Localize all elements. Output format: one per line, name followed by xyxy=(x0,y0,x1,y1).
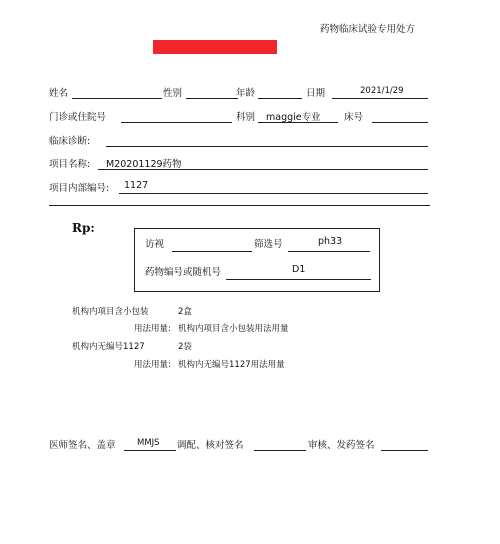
name-label: 姓名 xyxy=(49,88,69,99)
date-value: 2021/1/29 xyxy=(360,86,404,96)
rp-label: Rp: xyxy=(72,221,95,235)
date-label: 日期 xyxy=(306,88,326,99)
medication-qty: 2袋 xyxy=(178,342,192,352)
diagnosis-field-line[interactable] xyxy=(106,146,428,147)
medication-name: 机构内无编号1127 xyxy=(72,342,145,352)
gender-field-line[interactable] xyxy=(186,98,238,99)
department-value: maggie专业 xyxy=(266,112,321,123)
usage-label: 用法用量: xyxy=(134,360,171,370)
redacted-hospital-name xyxy=(153,40,277,54)
medication-name: 机构内项目含小包装 xyxy=(72,307,149,317)
dispense-signature-line[interactable] xyxy=(254,450,306,451)
date-field-line[interactable] xyxy=(332,98,428,99)
bed-field-line[interactable] xyxy=(372,122,428,123)
drug-number-label: 药物编号或随机号 xyxy=(145,267,222,278)
age-field-line[interactable] xyxy=(258,98,302,99)
form-title: 药物临床试验专用处方 xyxy=(320,24,416,35)
usage-value: 机构内无编号1127用法用量 xyxy=(178,360,285,370)
medication-qty: 2盒 xyxy=(178,307,192,317)
bed-label: 床号 xyxy=(344,112,364,123)
screening-field-line[interactable] xyxy=(288,251,370,252)
visit-label: 访视 xyxy=(145,239,165,250)
diagnosis-label: 临床诊断: xyxy=(49,136,91,147)
department-field-line[interactable] xyxy=(258,122,338,123)
gender-label: 性别 xyxy=(163,88,183,99)
doctor-signature-label: 医师签名、盖章 xyxy=(49,440,116,451)
project-name-label: 项目名称: xyxy=(49,159,91,170)
usage-label: 用法用量: xyxy=(134,324,171,334)
screening-value: ph33 xyxy=(318,236,343,247)
review-signature-line[interactable] xyxy=(381,450,428,451)
review-signature-label: 审核、发药签名 xyxy=(308,440,375,451)
section-divider xyxy=(49,205,430,206)
dispense-signature-label: 调配、核对签名 xyxy=(177,440,244,451)
outpatient-number-label: 门诊或住院号 xyxy=(49,112,107,123)
visit-field-line[interactable] xyxy=(172,251,252,252)
outpatient-number-line[interactable] xyxy=(121,122,232,123)
department-label: 科别 xyxy=(236,112,256,123)
doctor-signature-line[interactable] xyxy=(124,450,176,451)
doctor-signature-value: MMJS xyxy=(137,438,160,448)
project-code-label: 项目内部编号: xyxy=(49,183,110,194)
project-code-line[interactable] xyxy=(119,193,428,194)
screening-label: 筛选号 xyxy=(254,239,283,250)
drug-number-value: D1 xyxy=(292,264,306,275)
usage-value: 机构内项目含小包装用法用量 xyxy=(178,324,289,334)
project-name-value: M20201129药物 xyxy=(106,159,182,170)
project-code-value: 1127 xyxy=(124,180,149,191)
project-name-line[interactable] xyxy=(98,169,428,170)
name-field-line[interactable] xyxy=(72,98,162,99)
drug-number-line[interactable] xyxy=(226,279,371,280)
age-label: 年龄 xyxy=(236,88,256,99)
